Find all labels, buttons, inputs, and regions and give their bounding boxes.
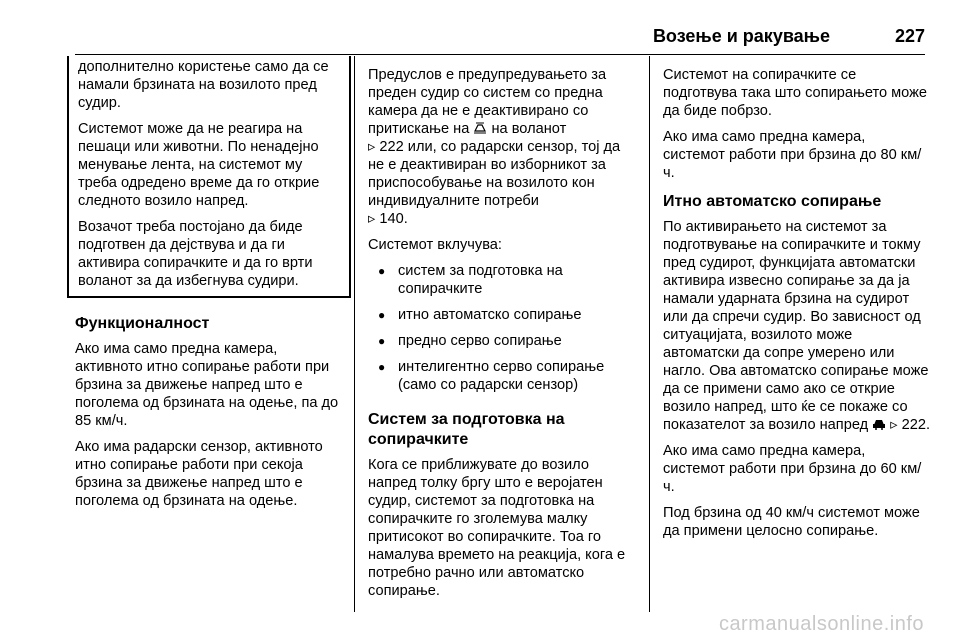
- paragraph: Под брзина од 40 км/ч системот може да примени целосно сопирање.: [663, 505, 920, 539]
- list-item: ● интелигентно серво сопирање (само со радарски сензор): [368, 358, 636, 394]
- page-header: [75, 22, 925, 52]
- watermark: carmanualsonline.info: [718, 613, 924, 635]
- column-divider-1: [354, 56, 355, 612]
- list-item: ● предно серво сопирање: [368, 332, 636, 350]
- paragraph: Ако има само предна камера, системот работи при брзина до 60 км/ч.: [663, 443, 922, 495]
- notice-box: [67, 56, 351, 298]
- list-item: ● систем за подготовка на сопирачките: [368, 262, 636, 298]
- notice-paragraph: дополнително користење само да се намали брзината на возилото пред судир.: [78, 59, 329, 111]
- paragraph-auto-braking: [663, 218, 931, 434]
- paragraph: Системот на сопирачките се подготвува така што сопирањето може да биде побрзо.: [663, 67, 928, 119]
- paragraph: Ако има радарски сензор, активното итно сопирање работи при секоја брзина за движење напред што е поголема од брзината на одење.: [75, 439, 323, 509]
- page-number: 227: [894, 26, 925, 46]
- section-heading-brake-prep: Систем за подготовка на сопирачките: [368, 411, 565, 448]
- section-heading-auto-braking: Итно автоматско сопирање: [663, 193, 882, 210]
- paragraph-text: на воланот: [491, 121, 567, 137]
- list-intro: Системот вклучува:: [368, 237, 502, 253]
- paragraph: Ако има само предна камера, активното итно сопирање работи при брзина за движење напред што е поголема од брзината на одење, па до 85 км/ч.: [75, 341, 339, 429]
- reference-arrow-icon: ▹: [368, 211, 376, 227]
- vehicle-ahead-distance-icon: [473, 122, 487, 134]
- paragraph: Кога се приближувате до возило напред толку бргу што е веројатен судир, системот за подготовка на сопирачките го зголемува малку притисокот во сопирачките. Тоа го намалува времето на реакција, кога е потребно рачно или автоматско сопирање.: [368, 457, 626, 599]
- notice-paragraph: Возачот треба постојано да биде подготвен да дејствува и да ги активира сопирачките и да го врти воланот за да избегнува судири.: [78, 219, 313, 289]
- column-3: [663, 66, 931, 548]
- paragraph-text: 222.: [901, 417, 931, 433]
- reference-arrow-icon: ▹: [890, 417, 898, 433]
- paragraph-text: Предуслов е предупредувањето за преден судир со систем со предна камера да не е деактивирано со притискање на: [368, 67, 607, 137]
- column-2: [368, 66, 636, 608]
- vehicle-ahead-indicator-icon: [872, 418, 886, 430]
- notice-paragraph: Системот може да не реагира на пешаци или животни. По ненадејно менување лента, на системот му треба одредено време да го открие следното возило напред.: [78, 121, 320, 209]
- system-components-list: [368, 262, 636, 394]
- paragraph-text: 140.: [379, 211, 408, 227]
- column-divider-2: [649, 56, 650, 612]
- header-rule: [75, 54, 925, 55]
- reference-arrow-icon: ▹: [368, 139, 376, 155]
- running-head-title: Возење и ракување: [652, 26, 830, 46]
- paragraph-text: По активирањето на системот за подготвување на сопирачките и токму пред судирот, функцијата автоматски активира извесно сопирање за да ја намали ударната брзина на судирот или да спречи судир. Во зависност од ситуацијата, возилото може автоматски да сопре умерено или нагло. Ова автоматско сопирање може да се примени само ако се открие возило напред, што ќе се покаже со показателот за возило напред: [663, 219, 929, 433]
- list-item: ● итно автоматско сопирање: [368, 306, 636, 324]
- paragraph-precondition: [368, 66, 636, 228]
- paragraph: Ако има само предна камера, системот работи при брзина до 80 км/ч.: [663, 129, 922, 181]
- paragraph-text: 222 или, со радарски сензор, тој да не е деактивиран во изборникот за приспособување на возилото кон индивидуалните потреби: [368, 139, 621, 209]
- section-heading-functionality: Функционалност: [75, 315, 210, 332]
- column-1: [75, 59, 343, 518]
